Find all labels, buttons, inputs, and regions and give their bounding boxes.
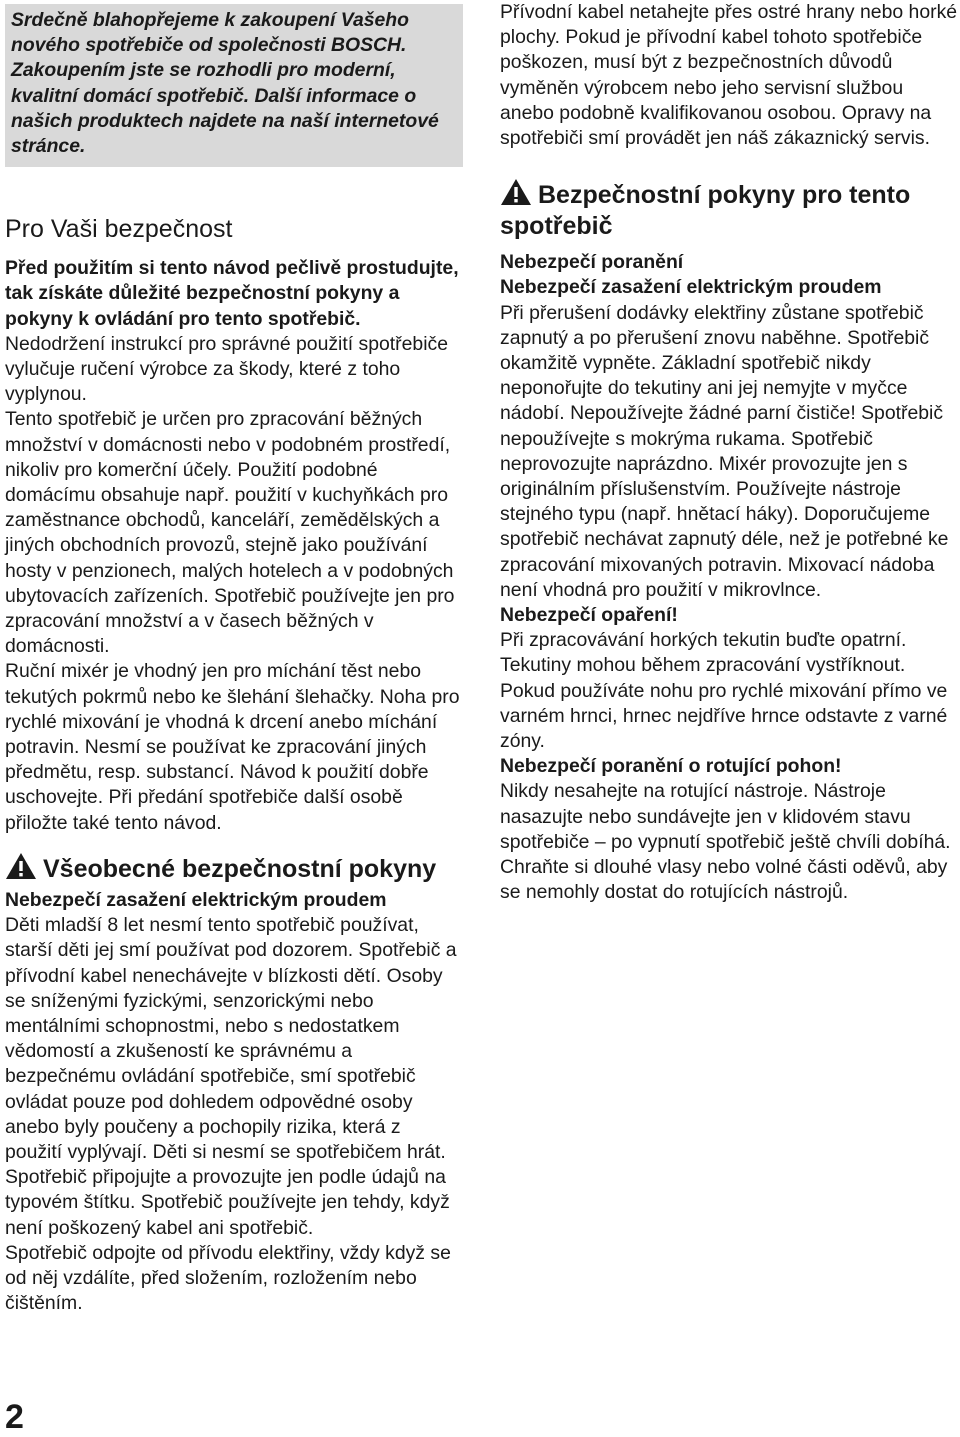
safety-heading: Pro Vaši bezpečnost: [5, 215, 233, 244]
right-column: [500, 0, 958, 906]
danger-electric: Nebezpečí zasažení elektrickým proudem: [500, 276, 882, 299]
device-safety-title: Bezpečnostní pokyny pro tento spotřebič: [500, 181, 911, 241]
device-safety-heading: [500, 178, 958, 242]
general-safety-title: Všeobecné bezpečnostní pokyny: [43, 854, 437, 883]
cable-paragraph: Přívodní kabel netahejte přes ostré hrany nebo horké plochy. Pokud je přívodní kabel tohoto spotřebiče poškozen, musí být z bezpečnostních důvodů vyměněn výrobcem nebo jeho servisní službou anebo podobně kvalifikovanou osobou. Opravy na spotřebiči smí provádět jen náš zákaznický servis.: [500, 1, 958, 150]
danger-injury: Nebezpečí poranění: [500, 251, 684, 274]
safety-paragraph-1: Nedodržení instrukcí pro správné použití spotřebiče vylučuje ručení výrobce za škody, které z toho vyplynou.: [5, 332, 448, 406]
safety-lead: Před použitím si tento návod pečlivě prostudujte, tak získáte důležité bezpečnostní pokyny a pokyny k ovládání pro tento spotřebič.: [5, 257, 459, 330]
page-number: 2: [5, 1398, 24, 1436]
general-paragraph-1: Děti mladší 8 let nesmí tento spotřebič používat, starší děti jej smí používat pod dozorem. Spotřebič a přívodní kabel nenechávejte v blízkosti dětí. Osoby se sníženými fyzickými, senzorickými nebo mentálními schopnostmi, nebo s nedostatkem vědomostí a zkušeností ke správnému a bezpečnému ovládání spotřebiče, smí spotřebič ovládat pouze pod dohledem odpovědné osoby anebo byly poučeny a pochopily rizika, která z použití vyplývají. Děti si nesmí se spotřebičem hrát. Spotřebič připojujte a provozujte jen podle údajů na typovém štítku. Spotřebič používejte jen tehdy, když není poškozený kabel ani spotřebič.: [5, 914, 457, 1239]
intro-box: Srdečně blahopřejeme k zakoupení Vašeho nového spotřebiče od společnosti BOSCH. Zakoupením jste se rozhodli pro moderní, kvalitní domácí spotřebič. Další informace o našich produktech najdete na naší internetové stránce.: [5, 4, 463, 167]
general-safety-heading: [5, 852, 463, 885]
warning-triangle-icon: [5, 852, 37, 880]
danger-scald: Nebezpečí opaření!: [500, 604, 678, 627]
device-paragraph-1: Při přerušení dodávky elektřiny zůstane spotřebič zapnutý a po přerušení znovu naběhne. Spotřebič okamžitě vypněte. Základní spotřebič nikdy neponořujte do tekutiny ani jej nemyjte v myčce nádobí. Nepoužívejte žádné parní čističe! Spotřebič nepoužívejte s mokrýma rukama. Spotřebič neprovozujte naprázdno. Mixér provozujte jen s originálním příslušenstvím. Používejte nástroje stejného typu (např. hnětací háky). Doporučujeme spotřebič nechávat zapnutý déle, než je potřebné ke zpracování mixovaných potravin. Mixovací nádoba není vhodná pro použití v mikrovlnce.: [500, 301, 949, 601]
left-column: [5, 0, 463, 1316]
danger-rotating: Nebezpečí poranění o rotující pohon!: [500, 755, 842, 778]
device-paragraph-2: Při zpracovávání horkých tekutin buďte opatrní. Tekutiny mohou během zpracování vystříknout. Pokud používáte nohu pro rychlé mixování přímo ve varném hrnci, hrnec nejdříve hrnce odstavte z varné zóny.: [500, 629, 948, 753]
safety-paragraph-3: Ruční mixér je vhodný jen pro míchání těst nebo tekutých pokrmů nebo ke šlehání šlehačky. Noha pro rychlé mixování je vhodná k drcení anebo míchání potravin. Nesmí se používat ke zpracování jiných předmětu, resp. substancí. Návod k použití dobře uschovejte. Při předání spotřebiče další osobě přiložte také tento návod.: [5, 660, 460, 834]
device-paragraph-3: Nikdy nesahejte na rotující nástroje. Nástroje nasazujte nebo sundávejte jen v klidovém stavu spotřebiče – po vypnutí spotřebič ještě chvíli dobíhá. Chraňte si dlouhé vlasy nebo volné části oděvů, aby se nemohly dostat do rotujících nástrojů.: [500, 780, 951, 904]
general-paragraph-2: Spotřebič odpojte od přívodu elektřiny, vždy když se od něj vzdálíte, před složením, rozložením nebo čištěním.: [5, 1241, 451, 1315]
warning-triangle-icon: [500, 178, 532, 206]
general-danger-electric: Nebezpečí zasažení elektrickým proudem: [5, 888, 387, 911]
safety-paragraph-2: Tento spotřebič je určen pro zpracování běžných množství v domácnosti nebo v podobném prostředí, nikoliv pro komerční účely. Použití podobné domácímu obsahuje např. použití v kuchyňkách pro zaměstnance obchodů, kanceláří, zemědělských a jiných obchodních provozů, stejně jako používání hosty v penzionech, malých hotelech a v podobných ubytovacích zařízeních. Spotřebič používejte jen pro zpracování množství a v časech běžných v domácnosti.: [5, 408, 455, 658]
